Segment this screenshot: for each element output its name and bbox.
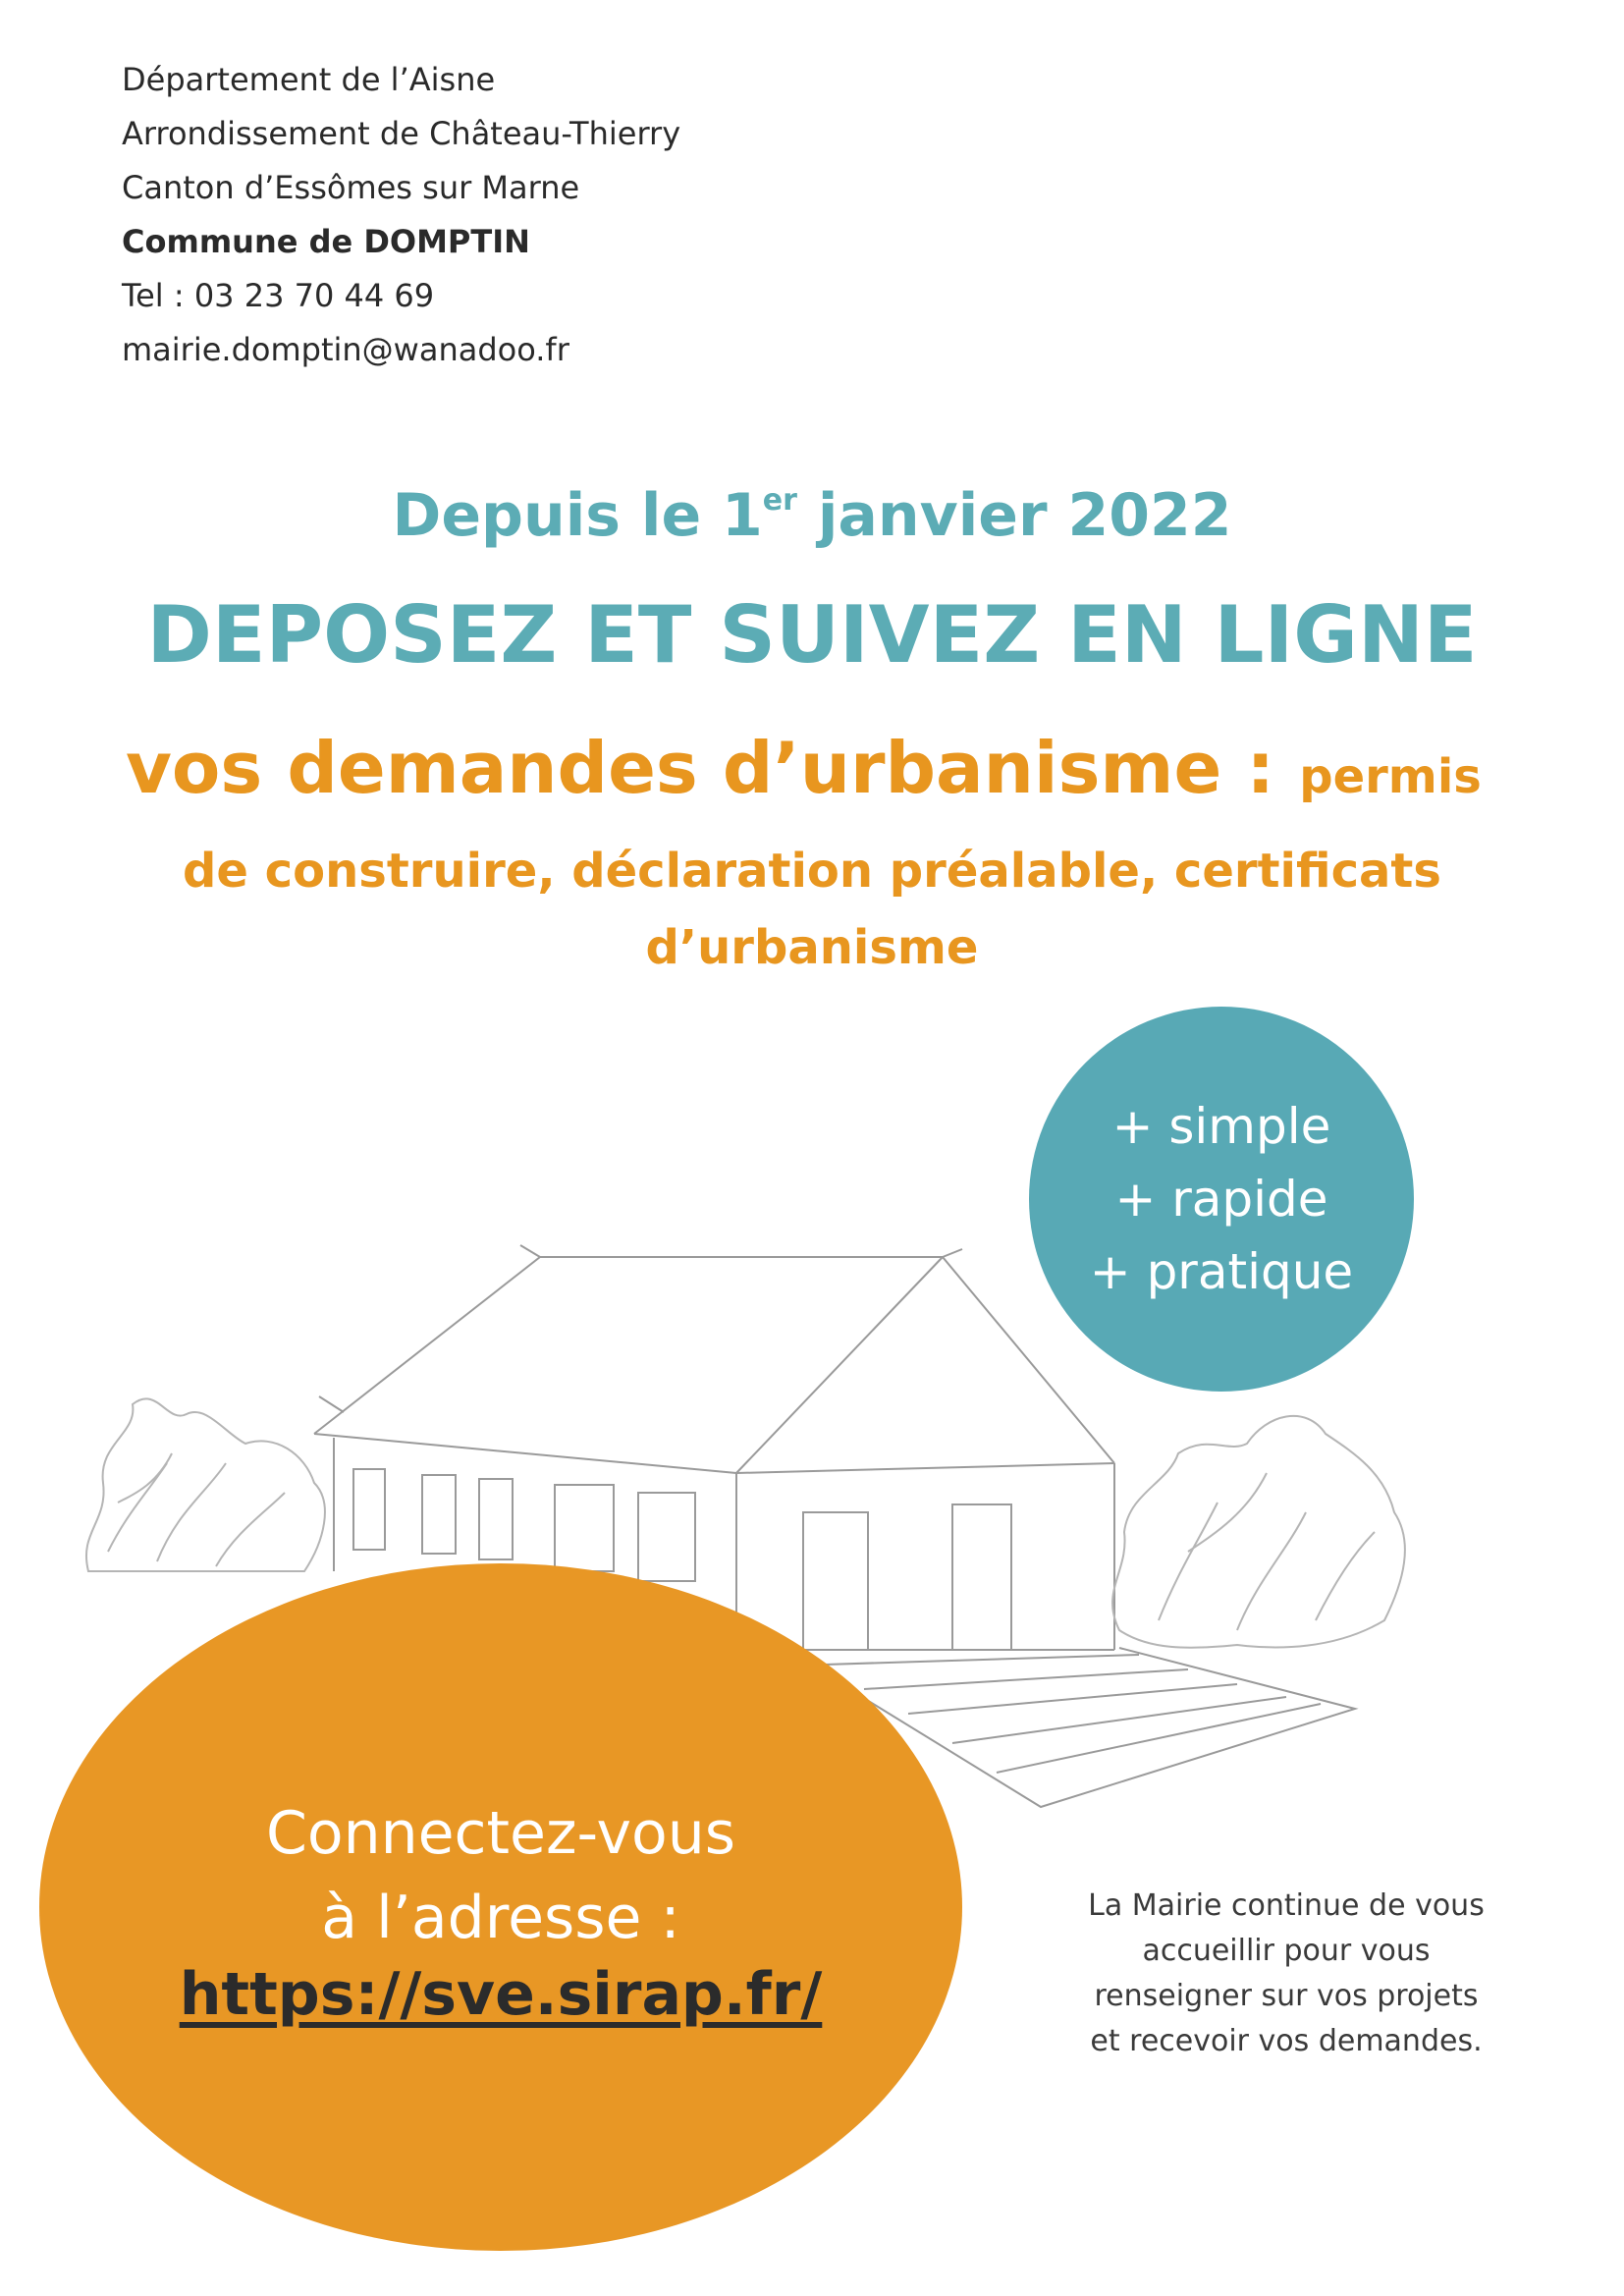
main-headline: DEPOSEZ ET SUIVEZ EN LIGNE <box>146 589 1478 681</box>
request-types <box>0 833 1624 986</box>
subheadline-main: vos demandes d’urbanisme : <box>126 727 1300 809</box>
mairie-note <box>1041 1884 1532 2064</box>
connect-line1: Connectez-vous <box>265 1799 736 1868</box>
date-superscript: er <box>762 483 797 518</box>
request-types-line2: d’urbanisme <box>645 920 979 975</box>
date-headline <box>0 481 1624 550</box>
benefit-pratique: + pratique <box>1089 1243 1354 1300</box>
arrondissement-text: Arrondissement de Château-Thierry <box>122 115 681 152</box>
benefit-simple: + simple <box>1111 1098 1331 1155</box>
note-line2: accueillir pour vous <box>1142 1934 1431 1968</box>
benefit-rapide: + rapide <box>1114 1171 1328 1228</box>
connect-callout <box>39 1563 962 2251</box>
sve-link[interactable]: https://sve.sirap.fr/ <box>179 1960 823 2029</box>
left-shrubs <box>86 1398 325 1571</box>
benefits-circle <box>1029 1007 1414 1392</box>
phone-text: Tel : 03 23 70 44 69 <box>122 277 435 314</box>
date-prefix: Depuis le 1 <box>392 481 763 550</box>
connect-text <box>39 1791 962 1960</box>
request-types-line1: de construire, déclaration préalable, certificats <box>183 844 1441 899</box>
date-suffix: janvier 2022 <box>796 481 1232 550</box>
subheadline <box>126 727 1482 809</box>
email-text: mairie.domptin@wanadoo.fr <box>122 331 569 368</box>
note-line3: renseigner sur vos projets <box>1094 1979 1479 2013</box>
subheadline-tail: permis <box>1299 749 1482 804</box>
connect-line2: à l’adresse : <box>321 1884 680 1952</box>
commune-text: Commune de DOMPTIN <box>122 223 530 260</box>
note-line1: La Mairie continue de vous <box>1088 1888 1485 1923</box>
header-block <box>122 53 680 377</box>
departement-text: Département de l’Aisne <box>122 61 496 98</box>
canton-text: Canton d’Essômes sur Marne <box>122 169 580 206</box>
right-shrubs <box>1112 1416 1405 1648</box>
note-line4: et recevoir vos demandes. <box>1090 2024 1483 2058</box>
